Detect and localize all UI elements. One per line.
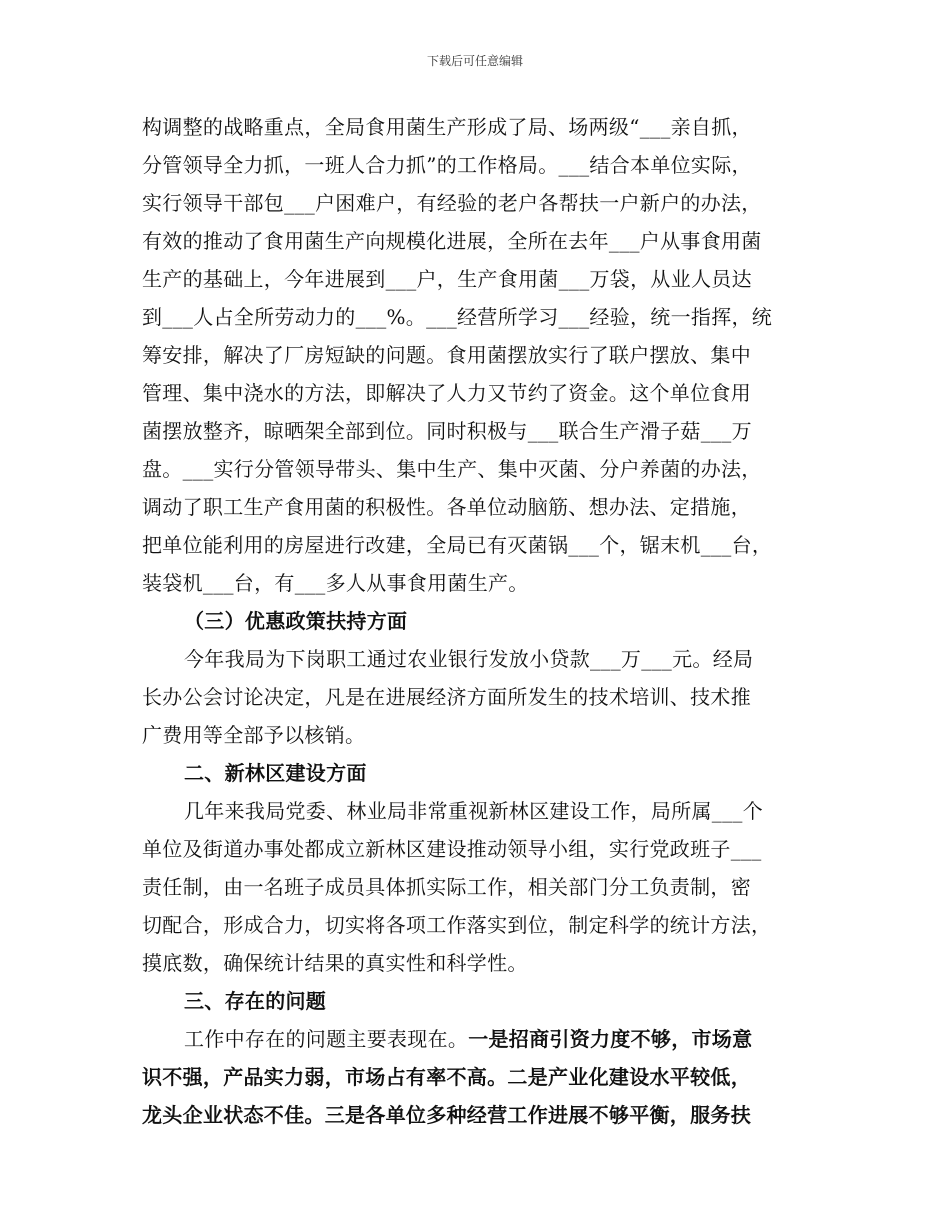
text-segment: 三、存在的问题: [184, 989, 327, 1013]
text-line: [142, 792, 822, 830]
text-line: [142, 1020, 822, 1058]
text-segment: 实行领导干部包___户困难户，有经验的老户各帮扶一户新户的办法，: [142, 191, 762, 215]
text-line: [142, 184, 822, 222]
body-text: [142, 108, 822, 1134]
text-segment: 长办公会讨论决定，凡是在进展经济方面所发生的技术培训、技术推: [142, 685, 751, 709]
text-segment: 今年我局为下岗职工通过农业银行发放小贷款___万___元。经局: [184, 647, 754, 671]
text-segment: 责任制，由一名班子成员具体抓实际工作，相关部门分工负责制，密: [142, 875, 751, 899]
section-heading: [142, 602, 822, 640]
text-segment: 一是招商引资力度不够，市场意: [468, 1027, 753, 1051]
text-segment: 识不强，产品实力弱，市场占有率不高。二是产业化建设水平较低，: [142, 1065, 751, 1089]
text-line: [142, 1096, 822, 1134]
text-segment: 生产的基础上，今年进展到___户，生产食用菌___万袋，从业人员达: [142, 267, 752, 291]
text-segment: 盘。___实行分管领导带头、集中生产、集中灭菌、分户养菌的办法，: [142, 457, 762, 481]
text-segment: 装袋机___台，有___多人从事食用菌生产。: [142, 571, 529, 595]
text-line: [142, 146, 822, 184]
text-segment: 构调整的战略重点，全局食用菌生产形成了局、场两级“___亲自抓，: [142, 115, 752, 139]
section-heading: [142, 982, 822, 1020]
text-line: [142, 640, 822, 678]
text-line: [142, 298, 822, 336]
text-line: [142, 944, 822, 982]
text-line: [142, 678, 822, 716]
text-line: [142, 412, 822, 450]
text-line: [142, 260, 822, 298]
text-line: [142, 716, 822, 754]
text-segment: 到___人占全所劳动力的___%。___经营所学习___经验，统一指挥，统: [142, 305, 773, 329]
text-segment: 把单位能利用的房屋进行改建，全局已有灭菌锅___个，锯末机___台，: [142, 533, 773, 557]
section-heading: [142, 754, 822, 792]
text-segment: 摸底数，确保统计结果的真实性和科学性。: [142, 951, 528, 975]
text-segment: 切配合，形成合力，切实将各项工作落实到位，制定科学的统计方法，: [142, 913, 772, 937]
page-header: 下载后可任意编辑: [426, 54, 523, 68]
text-segment: 筹安排，解决了厂房短缺的问题。食用菌摆放实行了联户摆放、集中: [142, 343, 751, 367]
text-segment: 管理、集中浇水的方法，即解决了人力又节约了资金。这个单位食用: [142, 381, 751, 405]
text-segment: 单位及街道办事处都成立新林区建设推动领导小组，实行党政班子___: [142, 837, 762, 861]
text-line: [142, 374, 822, 412]
text-line: [142, 526, 822, 564]
text-line: [142, 488, 822, 526]
text-line: [142, 564, 822, 602]
text-segment: 调动了职工生产食用菌的积极性。各单位动脑筋、想办法、定措施，: [142, 495, 751, 519]
text-segment: 几年来我局党委、林业局非常重视新林区建设工作，局所属___个: [184, 799, 763, 823]
text-line: [142, 450, 822, 488]
text-segment: 广费用等全部予以核销。: [142, 723, 366, 747]
text-segment: 菌摆放整齐，晾晒架全部到位。同时积极与___联合生产滑子菇___万: [142, 419, 752, 443]
text-line: [142, 222, 822, 260]
text-line: [142, 906, 822, 944]
text-segment: 二、新林区建设方面: [184, 761, 367, 785]
text-segment: 有效的推动了食用菌生产向规模化进展，全所在去年___户从事食用菌: [142, 229, 762, 253]
text-segment: 工作中存在的问题主要表现在。: [184, 1027, 469, 1051]
text-line: [142, 830, 822, 868]
text-line: [142, 1058, 822, 1096]
text-line: [142, 868, 822, 906]
text-segment: 龙头企业状态不佳。三是各单位多种经营工作进展不够平衡，服务扶: [142, 1103, 751, 1127]
text-segment: 分管领导全力抓，一班人合力抓”的工作格局。___结合本单位实际，: [142, 153, 752, 177]
text-line: [142, 108, 822, 146]
text-line: [142, 336, 822, 374]
text-segment: （三）优惠政策扶持方面: [184, 609, 408, 633]
